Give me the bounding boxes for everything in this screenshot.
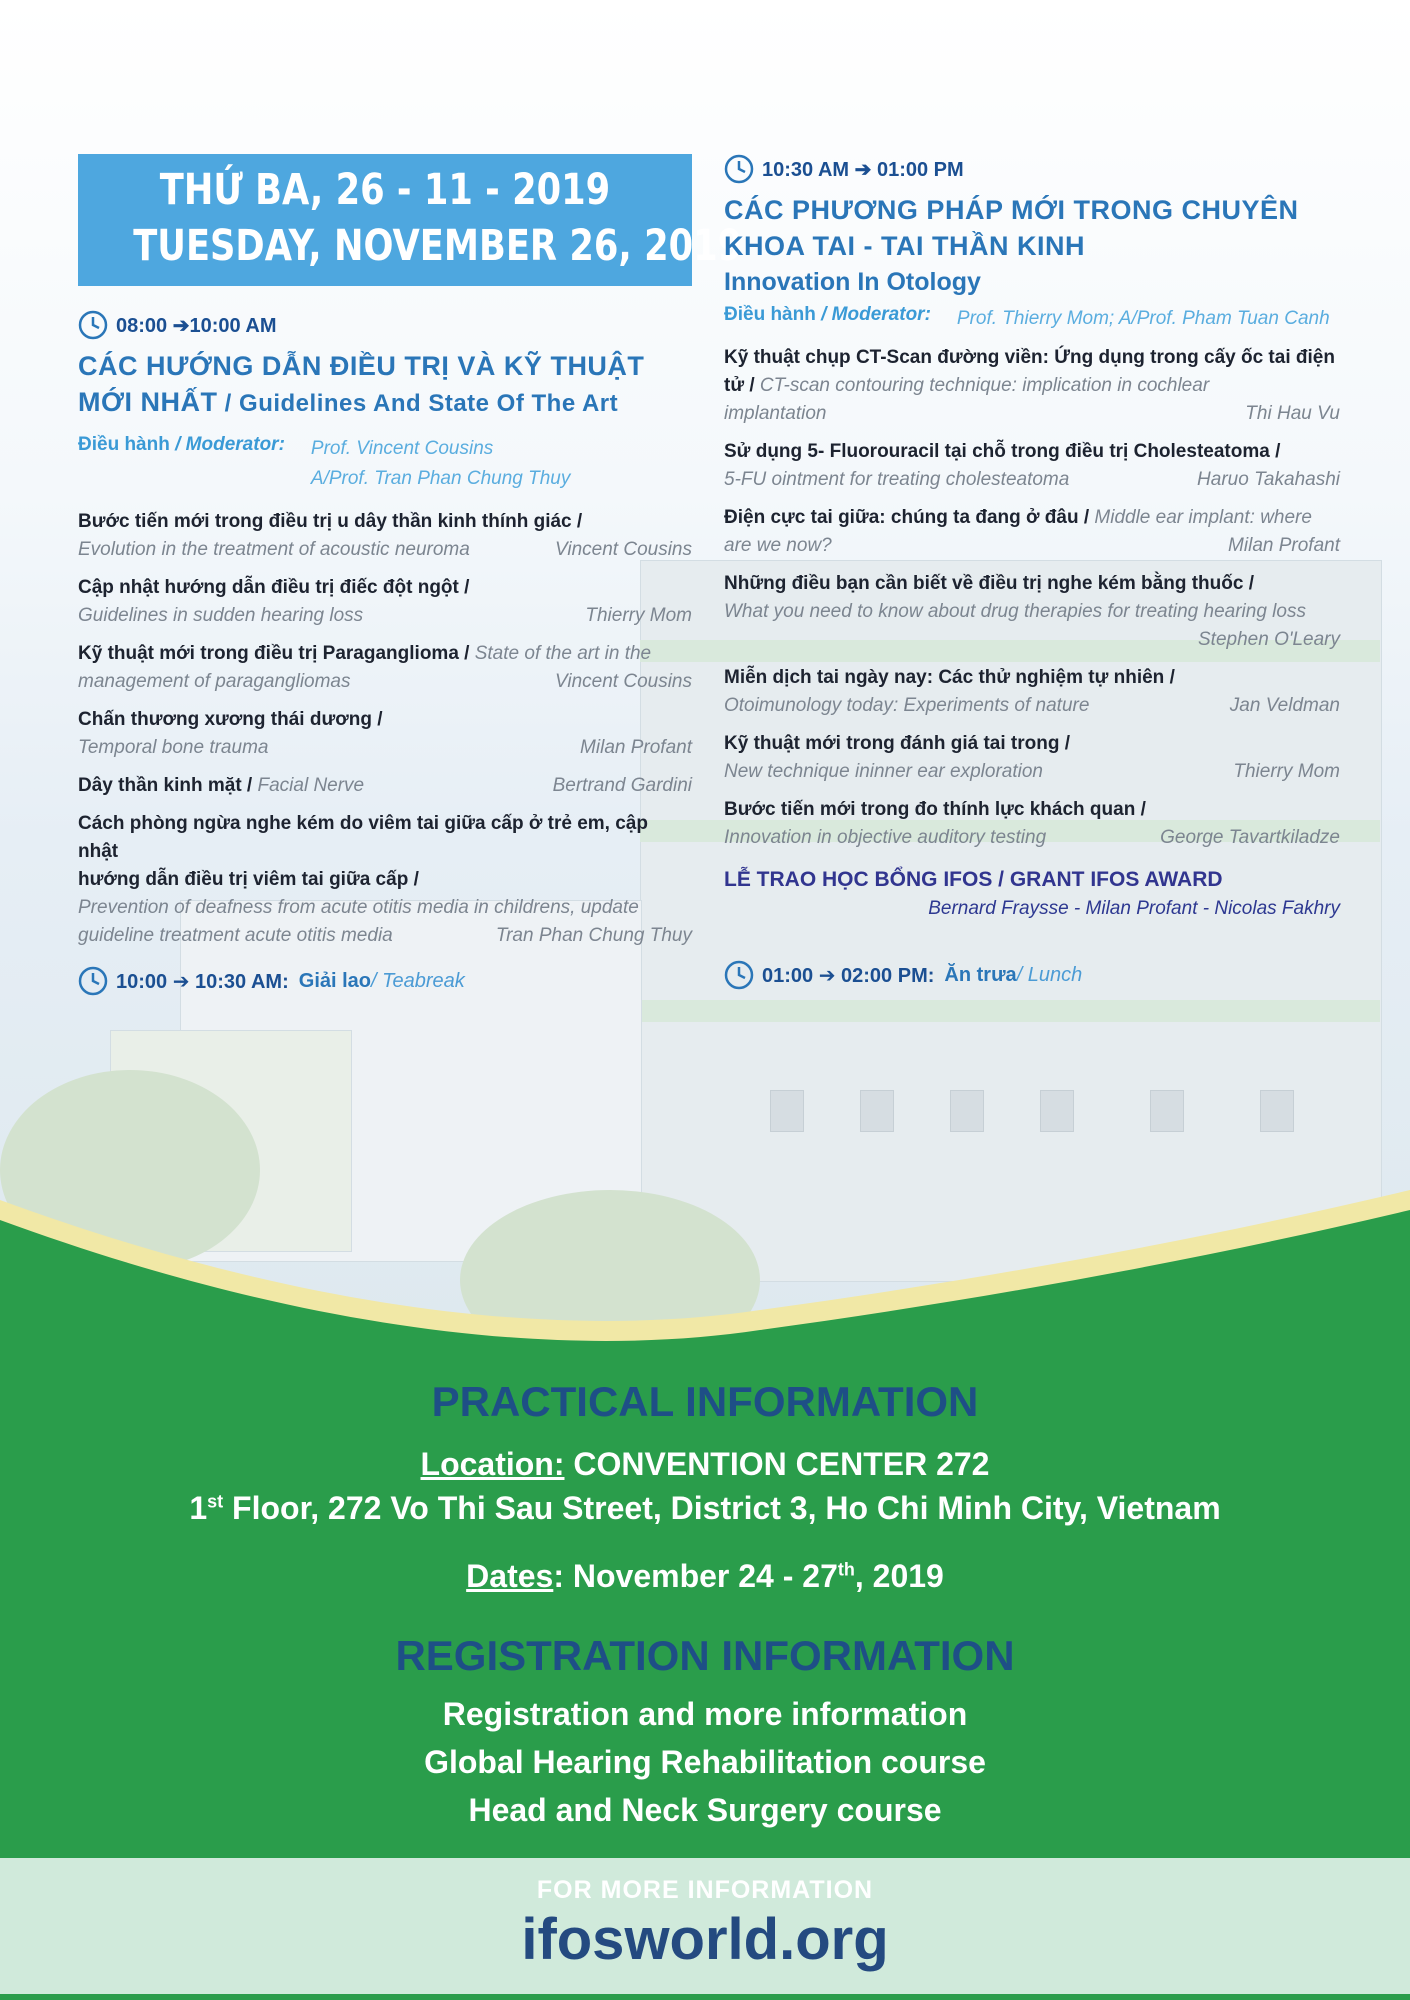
session-time-text: 10:30 AM ➔ 01:00 PM: [762, 158, 964, 181]
moderator-label-vn: Điều hành: [724, 304, 816, 325]
building-window: [860, 1090, 894, 1132]
dates-line: [0, 1558, 1410, 1595]
session-time: [78, 310, 692, 340]
talk-title-en: management of paragangliomas: [78, 671, 351, 692]
session-title-line2: MỚI NHẤT: [78, 387, 218, 417]
talk-title-en: Middle ear implant: where: [1089, 507, 1312, 528]
moderator: [724, 304, 1340, 334]
talk-item: [724, 344, 1340, 428]
location-label: Location:: [420, 1446, 565, 1482]
break-label-vn: Giải lao: [298, 969, 372, 992]
talk-item: [724, 570, 1340, 654]
building-window: [950, 1090, 984, 1132]
building-window: [1040, 1090, 1074, 1132]
session-title-english: / Guidelines And State Of The Art: [217, 390, 619, 417]
talk-title-en: New technique ininner ear exploration: [724, 761, 1043, 782]
talk-title-en: Prevention of deafness from acute otitis media in childrens, update: [78, 897, 639, 918]
moderator-name: Prof. Vincent Cousins: [310, 438, 494, 459]
talk-list: [724, 344, 1340, 852]
session-title: [724, 192, 1340, 264]
building-window: [1150, 1090, 1184, 1132]
moderator-names: [311, 434, 570, 494]
session-title-line1: CÁC PHƯƠNG PHÁP MỚI TRONG CHUYÊN: [724, 195, 1299, 225]
talk-speaker: Milan Profant: [580, 737, 692, 758]
clock-icon: [724, 960, 754, 990]
session-title-line1: CÁC HƯỚNG DẪN ĐIỀU TRỊ VÀ KỸ THUẬT: [78, 351, 645, 381]
clock-icon: [78, 966, 108, 996]
talk-speaker: Milan Profant: [1228, 535, 1340, 556]
talk-item: [78, 640, 692, 696]
website-link[interactable]: ifosworld.org: [521, 1907, 889, 1972]
talk-speaker: Stephen O'Leary: [1198, 629, 1340, 650]
talk-title-vn: Dây thần kinh mặt /: [78, 775, 253, 796]
talk-speaker: George Tavartkiladze: [1160, 827, 1340, 848]
talk-item: [78, 706, 692, 762]
moderator-label: [724, 304, 931, 334]
talk-title-en: CT-scan contouring technique: implication in cochlear: [754, 375, 1210, 396]
address-line: [0, 1490, 1410, 1527]
talk-title-vn: Chấn thương xương thái dương /: [78, 709, 383, 730]
dates-suffix: th: [837, 1559, 855, 1580]
registration-title: REGISTRATION INFORMATION: [395, 1632, 1015, 1679]
talk-title-en: Guidelines in sudden hearing loss: [78, 605, 364, 626]
moderator-label-en: / Moderator:: [815, 304, 931, 325]
registration-line: Head and Neck Surgery course: [468, 1792, 942, 1828]
session-subtitle: Innovation In Otology: [724, 268, 981, 296]
location-line: [0, 1446, 1410, 1483]
lunch-time: 01:00 ➔ 02:00 PM:: [762, 964, 935, 987]
break-label-en: / Teabreak: [371, 969, 465, 992]
talk-title-vn: Bước tiến mới trong điều trị u dây thần kinh thính giác /: [78, 511, 583, 532]
talk-list: [78, 508, 692, 950]
talk-title-vn: Kỹ thuật mới trong đánh giá tai trong /: [724, 733, 1070, 754]
footer-label: FOR MORE INFORMATION: [536, 1876, 874, 1904]
dates-label: Dates: [466, 1558, 554, 1594]
talk-title-en: Facial Nerve: [257, 775, 365, 796]
moderator: [78, 434, 692, 494]
talk-item: [724, 504, 1340, 560]
clock-icon: [78, 310, 108, 340]
building-stripe: [640, 1000, 1380, 1022]
talk-title-vn: Miễn dịch tai ngày nay: Các thử nghiệm tự nhiên /: [724, 667, 1175, 688]
talk-title-vn: Sử dụng 5- Fluorouracil tại chỗ trong điều trị Cholesteatoma /: [724, 441, 1281, 462]
address-suffix: st: [207, 1491, 224, 1512]
talk-title-vn: Bước tiến mới trong đo thính lực khách quan /: [724, 799, 1146, 820]
clock-icon: [724, 154, 754, 184]
talk-title-vn: Cập nhật hướng dẫn điều trị điếc đột ngột /: [78, 577, 470, 598]
talk-title-vn: Kỹ thuật chụp CT-Scan đường viền: Ứng dụng trong cấy ốc tai điện: [724, 347, 1335, 368]
talk-item: [724, 664, 1340, 720]
talk-item: [78, 810, 692, 950]
talk-speaker: Bertrand Gardini: [552, 775, 692, 796]
building-window: [770, 1090, 804, 1132]
location-value: CONVENTION CENTER 272: [564, 1446, 990, 1482]
talk-title-vn: Cách phòng ngừa nghe kém do viêm tai giữa cấp ở trẻ em, cập nhật: [78, 813, 648, 862]
session-time-text: 08:00 ➔10:00 AM: [116, 314, 277, 337]
building-window: [1260, 1090, 1294, 1132]
lunch-label-en: / Lunch: [1016, 963, 1083, 986]
dates-year: , 2019: [854, 1558, 944, 1594]
practical-info-title: PRACTICAL INFORMATION: [431, 1378, 979, 1425]
talk-item: [78, 772, 692, 800]
talk-item: [78, 574, 692, 630]
moderator-name: Prof. Thierry Mom; A/Prof. Pham Tuan Canh: [956, 308, 1330, 329]
award-names: Bernard Fraysse - Milan Profant - Nicolas Fakhry: [928, 898, 1340, 919]
lunch-label-vn: Ăn trưa: [944, 963, 1017, 986]
talk-speaker: Thierry Mom: [585, 605, 692, 626]
talk-title-en: are we now?: [724, 535, 832, 556]
talk-speaker: Vincent Cousins: [555, 539, 692, 560]
talk-title-en: implantation: [724, 403, 827, 424]
talk-item: [78, 508, 692, 564]
talk-title-en: Innovation in objective auditory testing: [724, 827, 1047, 848]
address-prefix: 1: [189, 1490, 208, 1526]
moderator-name: A/Prof. Tran Phan Chung Thuy: [310, 468, 571, 489]
talk-speaker: Thi Hau Vu: [1245, 403, 1340, 424]
talk-title-vn: hướng dẫn điều trị viêm tai giữa cấp /: [78, 869, 419, 890]
session-time: [724, 154, 1340, 184]
talk-speaker: Thierry Mom: [1233, 761, 1340, 782]
talk-title-en: Temporal bone trauma: [78, 737, 269, 758]
talk-title-vn: Kỹ thuật mới trong điều trị Paraganglioma /: [78, 643, 470, 664]
date-banner: [78, 154, 743, 286]
talk-title-vn: Điện cực tai giữa: chúng ta đang ở đâu /: [724, 507, 1090, 528]
session-title-line2: KHOA TAI - TAI THẦN KINH: [724, 231, 1085, 261]
talk-title-en: 5-FU ointment for treating cholesteatoma: [724, 469, 1070, 490]
moderator-label: [78, 434, 285, 494]
dates-value: : November 24 - 27: [553, 1558, 838, 1594]
talk-speaker: Jan Veldman: [1229, 695, 1340, 716]
talk-title-en: Evolution in the treatment of acoustic neuroma: [78, 539, 470, 560]
award-title: LỄ TRAO HỌC BỔNG IFOS / GRANT IFOS AWARD: [724, 868, 1223, 891]
talk-title-en: Otoimunology today: Experiments of nature: [724, 695, 1090, 716]
talk-speaker: Tran Phan Chung Thuy: [495, 925, 692, 946]
session-title: [78, 348, 692, 422]
moderator-label-en: / Moderator:: [169, 434, 285, 455]
moderator-names: [957, 304, 1330, 334]
talk-title-en: guideline treatment acute otitis media: [78, 925, 393, 946]
talk-speaker: Vincent Cousins: [555, 671, 692, 692]
talk-title-vn: Những điều bạn cần biết về điều trị nghe kém bằng thuốc /: [724, 573, 1254, 594]
talk-item: [724, 796, 1340, 852]
date-english: TUESDAY, NOVEMBER 26, 2019: [133, 221, 743, 271]
talk-title-en: State of the art in the: [474, 643, 652, 664]
registration-line: Global Hearing Rehabilitation course: [424, 1744, 986, 1780]
talk-title-vn: tử /: [724, 375, 755, 396]
right-column: [724, 154, 1340, 990]
break-time: 10:00 ➔ 10:30 AM:: [116, 970, 289, 993]
talk-item: [724, 438, 1340, 494]
talk-title-en: What you need to know about drug therapies for treating hearing loss: [724, 601, 1306, 622]
address-text: Floor, 272 Vo Thi Sau Street, District 3, Ho Chi Minh City, Vietnam: [223, 1490, 1221, 1526]
registration-line: Registration and more information: [442, 1696, 968, 1732]
lunch-row: [724, 960, 1340, 990]
moderator-label-vn: Điều hành: [78, 434, 170, 455]
teabreak-row: [78, 966, 692, 996]
talk-speaker: Haruo Takahashi: [1197, 469, 1340, 490]
date-vietnamese: THỨ BA, 26 - 11 - 2019: [159, 165, 611, 215]
talk-item: [724, 730, 1340, 786]
